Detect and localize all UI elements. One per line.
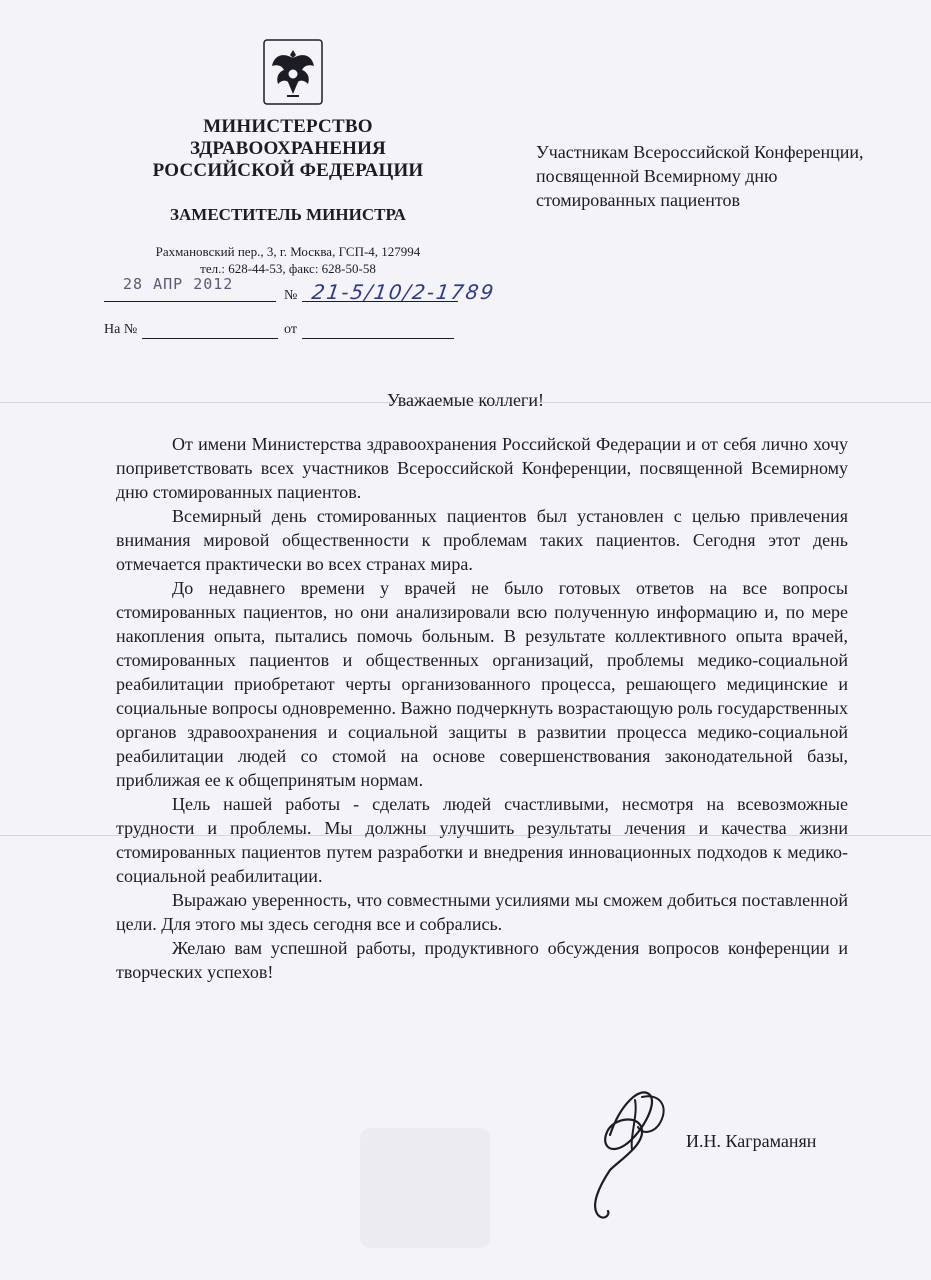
paragraph: Всемирный день стомированных пациентов был установлен с целью привлечения внимания мировой общественности к проблемам таких пациентов. Сегодня этот день отмечается практически во всех странах мира. bbox=[116, 506, 848, 574]
salutation: Уважаемые коллеги! bbox=[387, 390, 544, 410]
date-underline bbox=[104, 301, 276, 302]
signer-name: И.Н. Каграманян bbox=[686, 1131, 817, 1151]
ministry-line: МИНИСТЕРСТВО bbox=[203, 116, 373, 137]
reply-label: На № bbox=[104, 322, 138, 337]
recipient-block: Участникам Всероссийской Конференции, посвященной Всемирному дню стомированных пациентов bbox=[536, 142, 864, 210]
embossed-seal bbox=[360, 1128, 490, 1248]
address-line: Рахмановский пер., 3, г. Москва, ГСП-4, 127994 bbox=[155, 244, 421, 259]
ministry-line: ЗДРАВООХРАНЕНИЯ bbox=[190, 138, 386, 159]
from-underline bbox=[302, 338, 454, 339]
ministry-name bbox=[130, 116, 446, 182]
coat-of-arms-icon bbox=[262, 38, 324, 106]
reply-underline bbox=[142, 338, 278, 339]
letter-body bbox=[116, 432, 848, 984]
date-stamp: 28 АПР 2012 bbox=[123, 275, 234, 293]
address-block bbox=[130, 243, 446, 277]
paragraph: От имени Министерства здравоохранения Российской Федерации и от себя лично хочу поприветствовать всех участников Всероссийской Конференции, посвященной Всемирному дню стомированных пациентов. bbox=[116, 434, 848, 502]
number-label: № bbox=[284, 288, 298, 303]
paragraph: До недавнего времени у врачей не было готовых ответов на все вопросы стомированных пациентов, но они анализировали всю полученную информацию и, по мере накопления опыта, пытались помочь больным. В результате коллективного опыта врачей, стомированных пациентов и общественных организаций, проблемы медико-социальной реабилитации приобретают черты организованного процесса, решающего медицинские и социальные вопросы одновременно. Важно подчеркнуть возрастающую роль государственных органов здравоохранения и социальной защиты в развитии процесса медико-социальной реабилитации людей со стомой на основе совершенствования законодательной базы, приближая ее к общепринятым нормам. bbox=[116, 578, 848, 790]
paragraph: Желаю вам успешной работы, продуктивного обсуждения вопросов конференции и творческих успехов! bbox=[116, 938, 848, 982]
paragraph: Выражаю уверенность, что совместными усилиями мы сможем добиться поставленной цели. Для этого мы здесь сегодня все и собрались. bbox=[116, 890, 848, 934]
handwritten-signature bbox=[580, 1075, 680, 1235]
from-label: от bbox=[284, 322, 297, 337]
registration-number: 21-5/10/2-1789 bbox=[310, 280, 497, 304]
number-underline bbox=[302, 301, 458, 302]
paragraph: Цель нашей работы - сделать людей счастливыми, несмотря на всевозможные трудности и проблемы. Мы должны улучшить результаты лечения и качества жизни стомированных пациентов путем разработки и внедрения инновационных подходов к медико-социальной реабилитации. bbox=[116, 794, 848, 886]
position-title: ЗАМЕСТИТЕЛЬ МИНИСТРА bbox=[170, 205, 406, 224]
contacts-line: тел.: 628-44-53, факс: 628-50-58 bbox=[200, 261, 376, 276]
ministry-line: РОССИЙСКОЙ ФЕДЕРАЦИИ bbox=[152, 160, 424, 181]
